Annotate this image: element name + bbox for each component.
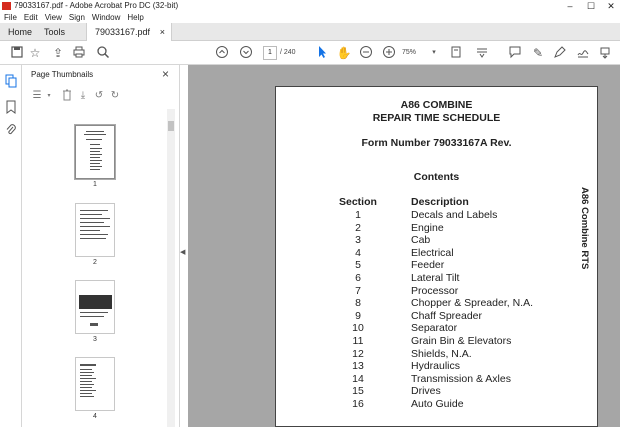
section-number: 5 (355, 259, 361, 272)
section-number: 16 (352, 398, 364, 410)
contents-row (276, 297, 597, 310)
thumbnail-label: 1 (93, 181, 97, 188)
attachments-icon[interactable] (4, 123, 18, 137)
contents-row (276, 360, 597, 373)
section-number: 3 (355, 234, 361, 247)
tab-home[interactable]: Home (8, 27, 33, 37)
bookmarks-icon[interactable] (4, 100, 18, 114)
contents-row (276, 322, 597, 335)
menu-file[interactable]: File (4, 13, 17, 22)
contents-row (276, 285, 597, 298)
section-description: Processor (411, 284, 459, 297)
bookmark-star-icon[interactable]: ☆ (29, 46, 41, 60)
section-number: 11 (352, 335, 364, 347)
save-icon[interactable] (9, 45, 25, 61)
close-tab-icon[interactable]: × (159, 27, 165, 37)
contents-row (276, 385, 597, 398)
maximize-button[interactable]: ☐ (586, 1, 596, 11)
close-panel-icon[interactable]: × (161, 67, 169, 81)
print-icon[interactable] (71, 45, 87, 61)
window-title: 79033167.pdf - Adobe Acrobat Pro DC (32-bit) (14, 1, 179, 10)
section-description: Decals and Labels (411, 209, 498, 221)
section-description: Electrical (411, 246, 454, 259)
title-bar (0, 0, 620, 12)
section-description: Chaff Spreader (411, 309, 483, 322)
section-description: Transmission & Axles (411, 372, 511, 385)
section-number: 15 (352, 385, 364, 398)
menu-view[interactable]: View (44, 13, 62, 22)
section-number: 2 (355, 221, 361, 234)
document-title-line1: A86 COMBINE (400, 99, 473, 111)
page-number-input[interactable]: 1 (263, 46, 277, 60)
page-thumbnails-icon[interactable] (4, 74, 18, 88)
contents-row (276, 234, 597, 247)
thumbnail-label: 4 (93, 413, 97, 420)
acrobat-app-icon (2, 2, 11, 10)
tab-tools[interactable]: Tools (44, 27, 66, 37)
search-icon[interactable] (95, 45, 111, 61)
pdf-page (275, 86, 598, 427)
document-title-line2: REPAIR TIME SCHEDULE (372, 112, 501, 124)
section-description: Feeder (411, 259, 445, 272)
contents-row (276, 209, 597, 222)
rotate-right-icon[interactable]: ↻ (110, 90, 120, 101)
scroll-mode-icon[interactable] (474, 45, 490, 61)
contents-row (276, 398, 597, 411)
draw-icon[interactable] (552, 45, 568, 61)
previous-page-icon[interactable] (214, 45, 230, 61)
hand-tool-icon[interactable]: ✋ (336, 46, 352, 60)
page-total: / 240 (280, 49, 296, 56)
zoom-dropdown-icon[interactable]: ▾ (432, 49, 436, 56)
rotate-left-icon[interactable]: ↺ (94, 90, 104, 101)
form-number: Form Number 79033167A Rev. (361, 137, 512, 149)
thumbnail-label: 3 (93, 336, 97, 343)
contents-row (276, 222, 597, 235)
collapse-panel-icon[interactable]: ◀ (180, 249, 186, 256)
contents-row (276, 247, 597, 260)
contents-row (276, 348, 597, 361)
section-number: 7 (355, 284, 361, 297)
section-number: 13 (352, 360, 364, 373)
comment-icon[interactable] (507, 45, 523, 61)
menu-bar (0, 12, 620, 23)
section-description: Separator (411, 322, 458, 335)
description-header: Description (411, 196, 469, 208)
extract-page-icon[interactable]: ⤓ (80, 90, 86, 101)
highlight-pen-icon[interactable]: ✎ (532, 46, 544, 60)
panel-splitter[interactable] (180, 65, 188, 427)
main-toolbar (0, 41, 620, 65)
section-number: 4 (355, 246, 361, 259)
thumbnail-options-icon[interactable]: ☰ (32, 90, 42, 101)
section-description: Lateral Tilt (411, 272, 460, 284)
tab-bar (0, 23, 620, 41)
section-number: 10 (352, 322, 364, 335)
zoom-in-icon[interactable] (381, 45, 397, 61)
page-thumbnail[interactable] (75, 125, 115, 179)
zoom-out-icon[interactable] (358, 45, 374, 61)
thumbnail-list (22, 109, 172, 427)
panel-title: Page Thumbnails (31, 70, 94, 79)
section-number: 12 (352, 347, 364, 360)
document-view[interactable] (188, 65, 620, 427)
navigation-rail (0, 65, 22, 427)
section-description: Drives (411, 385, 441, 398)
next-page-icon[interactable] (238, 45, 254, 61)
more-tools-icon[interactable] (597, 45, 613, 61)
contents-row (276, 272, 597, 285)
section-header: Section (339, 196, 377, 208)
page-display-icon[interactable] (448, 45, 464, 61)
page-thumbnail[interactable] (75, 357, 115, 411)
section-number: 6 (355, 272, 361, 284)
page-thumbnails-panel (22, 65, 180, 427)
section-number: 8 (355, 297, 361, 310)
thumbnail-scrollbar[interactable] (167, 109, 175, 427)
menu-sign[interactable]: Sign (68, 13, 85, 22)
page-thumbnail[interactable] (75, 280, 115, 334)
menu-edit[interactable]: Edit (23, 13, 38, 22)
section-description: Grain Bin & Elevators (411, 335, 512, 347)
section-description: Hydraulics (411, 360, 461, 373)
side-tab-label: A86 Combine RTS (579, 187, 590, 270)
tab-document-label: 79033167.pdf (95, 27, 151, 37)
contents-row (276, 335, 597, 348)
menu-help[interactable]: Help (127, 13, 144, 22)
scrollbar-thumb[interactable] (168, 121, 174, 131)
select-cursor-icon[interactable] (314, 45, 330, 61)
zoom-level-select[interactable]: 75% (402, 49, 417, 56)
thumbnail-label: 2 (93, 259, 97, 266)
section-description: Chopper & Spreader, N.A. (411, 297, 533, 310)
contents-row (276, 373, 597, 386)
section-number: 1 (355, 209, 361, 221)
options-dropdown-icon[interactable]: ▾ (47, 93, 51, 99)
page-thumbnail[interactable] (75, 203, 115, 257)
section-description: Shields, N.A. (411, 347, 472, 360)
close-window-button[interactable]: ✕ (607, 1, 615, 11)
section-number: 14 (352, 372, 364, 385)
contents-row (276, 259, 597, 272)
delete-page-icon[interactable] (60, 89, 74, 103)
section-number: 9 (355, 309, 361, 322)
panel-toolbar (28, 89, 178, 105)
minimize-button[interactable]: – (567, 1, 573, 11)
contents-row (276, 310, 597, 323)
contents-heading: Contents (413, 171, 460, 183)
menu-window[interactable]: Window (91, 13, 121, 22)
section-description: Auto Guide (411, 398, 464, 410)
section-description: Cab (411, 234, 431, 247)
tab-document[interactable] (86, 23, 172, 42)
section-description: Engine (411, 221, 444, 234)
upload-cloud-icon[interactable]: ⇪ (52, 46, 64, 60)
sign-icon[interactable] (575, 45, 591, 61)
